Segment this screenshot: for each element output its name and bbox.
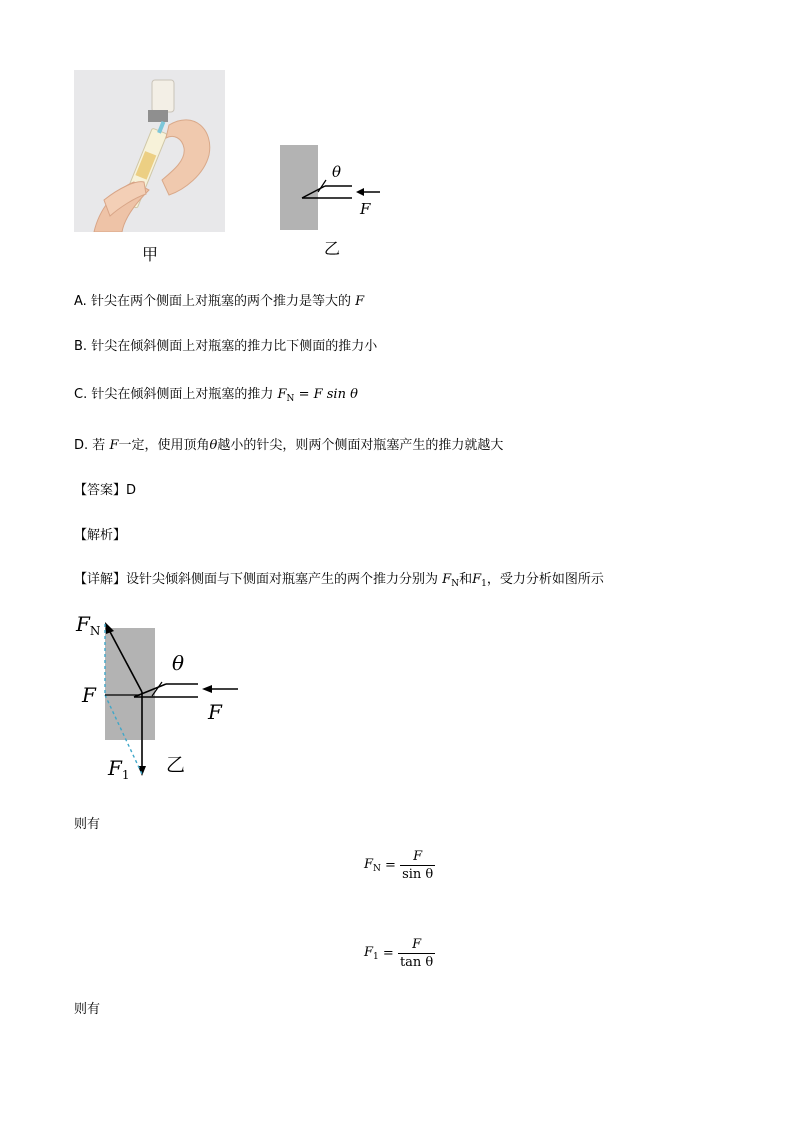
f-label-top: F	[360, 200, 371, 218]
fn-label	[76, 612, 100, 638]
needle-diagram	[270, 140, 390, 240]
option-c-prefix: C.	[74, 387, 88, 402]
eq2-eq: =	[378, 946, 398, 961]
eq2-denominator: tan θ	[399, 955, 434, 970]
fn-label-sub: N	[89, 624, 101, 638]
caption-yi-force: 乙	[166, 754, 186, 776]
detail-math-f1-sub: 1	[481, 579, 487, 589]
then-2: 则有	[74, 1002, 101, 1017]
equation-f1	[364, 936, 435, 971]
option-d-text-3: 越小的针尖，则两个侧面对瓶塞产生的推力就越大	[217, 438, 504, 453]
force-diagram	[70, 612, 250, 787]
option-d-math-f: F	[109, 438, 119, 453]
option-d	[74, 434, 503, 453]
eq1-lhs-sub: N	[373, 864, 381, 874]
detail-text-1: 设针尖倾斜侧面与下侧面对瓶塞产生的两个推力分别为	[126, 572, 439, 587]
option-d-text-1: 若	[92, 438, 106, 453]
syringe-photo	[74, 70, 225, 232]
eq1-denominator: sin θ	[402, 867, 434, 882]
option-d-prefix: D.	[74, 438, 89, 453]
f1-label	[108, 756, 130, 782]
option-b-text: 针尖在倾斜侧面上对瓶塞的推力比下侧面的推力小	[91, 339, 378, 354]
detail-math-fn-sub: N	[451, 579, 460, 589]
detail-text-3: ，受力分析如图所示	[486, 572, 604, 587]
detail-text-2: 和	[459, 572, 473, 587]
answer-label: 【答案】	[74, 483, 127, 498]
detail-math-f1: F	[472, 572, 482, 587]
option-d-text-2: 一定，使用顶角	[118, 438, 210, 453]
caption-yi-top: 乙	[324, 239, 341, 258]
analysis-label: 【解析】	[74, 528, 127, 543]
eq2-lhs-sub: 1	[373, 952, 379, 962]
detail-math-fn: F	[442, 572, 452, 587]
option-d-math-theta: θ	[209, 438, 218, 453]
equation-fn	[364, 848, 435, 883]
theta-label-top: θ	[332, 163, 342, 181]
eq2-numerator: F	[398, 936, 435, 954]
f1-label-sub: 1	[121, 768, 130, 782]
detail-label: 【详解】	[74, 572, 127, 587]
fn-label-f: F	[76, 612, 90, 636]
eq1-eq: =	[380, 858, 401, 873]
eq1-numerator: F	[400, 848, 435, 866]
then-1: 则有	[74, 817, 101, 832]
option-c-math-eq: = F sin θ	[298, 387, 358, 402]
option-a-math: F	[355, 294, 365, 309]
option-b-prefix: B.	[74, 339, 88, 354]
f-right-label: F	[208, 700, 222, 724]
caption-jia: 甲	[142, 245, 159, 264]
option-c-math-f: F	[277, 387, 287, 402]
option-c-math-n: N	[286, 394, 295, 404]
detail-line	[74, 568, 604, 589]
option-b	[74, 335, 377, 354]
f-left-label: F	[82, 683, 96, 707]
theta-label: θ	[172, 651, 185, 675]
eq2-lhs: F	[364, 945, 374, 960]
option-a	[74, 290, 364, 309]
eq1-lhs: F	[364, 857, 374, 872]
option-c-text: 针尖在倾斜侧面上对瓶塞的推力	[91, 387, 274, 402]
option-c	[74, 383, 358, 404]
answer-line	[74, 479, 136, 498]
answer-value: D	[126, 483, 137, 498]
option-a-prefix: A.	[74, 294, 87, 309]
f1-label-f: F	[108, 756, 122, 780]
option-a-text: 针尖在两个侧面上对瓶塞的两个推力是等大的	[90, 294, 351, 309]
